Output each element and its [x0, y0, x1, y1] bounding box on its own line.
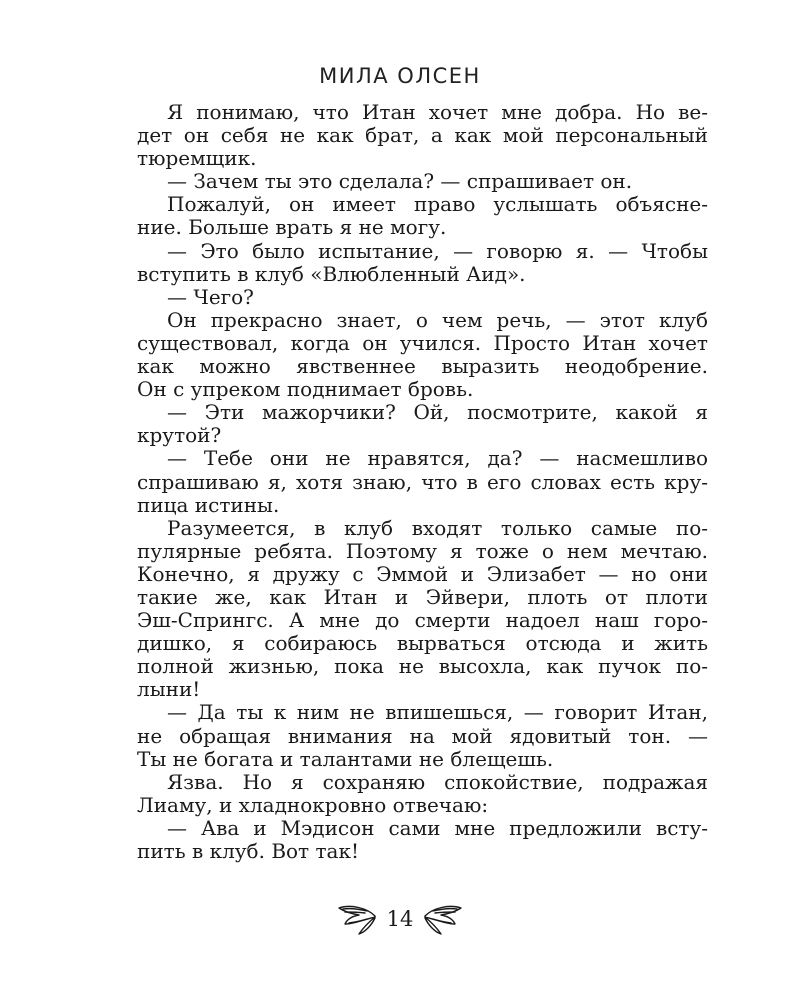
text-line: — Это было испытание, — говорю я. — Чтобы	[167, 238, 708, 263]
text-line: пить в клуб. Вот так!	[137, 839, 360, 863]
text-line: Разумеется, в клуб входят только самые по-	[167, 515, 708, 540]
text-line: спрашиваю я, хотя знаю, что в его словах есть кру-	[137, 469, 708, 494]
text-line: Я понимаю, что Итан хочет мне добра. Но ве-	[167, 100, 708, 124]
text-line: тюремщик.	[137, 146, 257, 171]
butterfly-wing-right-icon	[423, 902, 463, 936]
text-line: Ты не богата и талантами не блещешь.	[137, 746, 554, 771]
text-line: пица истины.	[137, 492, 280, 517]
text-line: Он с упреком поднимает бровь.	[137, 377, 474, 402]
text-line: Конечно, я дружу с Эммой и Элизабет — но они	[137, 561, 708, 586]
text-line: не обращая внимания на мой ядовитый тон. —	[137, 723, 708, 748]
text-line: крутой?	[137, 423, 222, 448]
text-line: Он прекрасно знает, о чем речь, — этот клуб	[167, 307, 708, 332]
text-line: вступить в клуб «Влюбленный Аид».	[137, 261, 526, 286]
text-line: как можно явственнее выразить неодобрение.	[137, 354, 708, 379]
text-line: лыни!	[137, 677, 201, 702]
text-line: — Эти мажорчики? Ой, посмотрите, какой я	[167, 400, 708, 425]
text-line: — Тебе они не нравятся, да? — насмешливо	[167, 446, 708, 471]
text-line: дишко, я собираюсь вырваться отсюда и жить	[137, 631, 708, 656]
text-line: пулярные ребята. Поэтому я тоже о нем мечтаю.	[137, 538, 708, 563]
text-line: — Да ты к ним не впишешься, — говорит Итан,	[167, 700, 708, 725]
running-head: МИЛА ОЛСЕН	[319, 64, 481, 88]
page-number: 14	[386, 907, 414, 931]
body-text	[137, 101, 708, 863]
text-line: дет он себя не как брат, а как мой персональный	[137, 123, 708, 148]
text-line: существовал, когда он учился. Просто Итан хочет	[137, 330, 708, 355]
page-footer	[0, 902, 800, 936]
text-line: Лиаму, и хладнокровно отвечаю:	[137, 792, 489, 817]
text-line: полной жизнью, пока не высохла, как пучок по-	[137, 654, 708, 679]
butterfly-wing-left-icon	[337, 902, 377, 936]
text-line: — Ава и Мэдисон сами мне предложили всту-	[167, 815, 708, 840]
text-line: — Зачем ты это сделала? — спрашивает он.	[167, 169, 633, 194]
text-line: Эш-Спрингс. А мне до смерти надоел наш горо-	[137, 608, 708, 633]
text-line: — Чего?	[167, 284, 254, 309]
text-line: Язва. Но я сохраняю спокойствие, подражая	[167, 769, 708, 794]
text-line: такие же, как Итан и Эйвери, плоть от плоти	[137, 584, 708, 609]
text-line: Пожалуй, он имеет право услышать объясне-	[167, 192, 708, 217]
text-line: ние. Больше врать я не могу.	[137, 215, 447, 240]
